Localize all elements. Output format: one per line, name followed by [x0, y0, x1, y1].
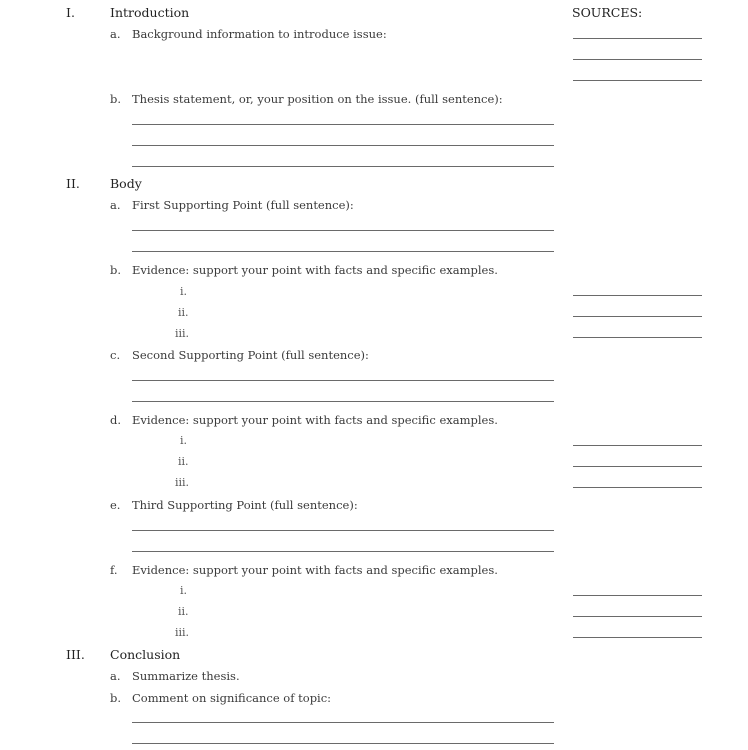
sources-header: SOURCES:	[572, 5, 643, 20]
evidence-subitem-numeral: ii.	[178, 455, 189, 468]
answer-blank-line[interactable]	[132, 530, 554, 531]
evidence-subitem-numeral: i.	[180, 285, 188, 298]
source-blank-line[interactable]	[573, 466, 702, 467]
evidence-subitem-numeral: iii.	[175, 626, 190, 639]
source-blank-line[interactable]	[573, 445, 702, 446]
item-evidence-1: Evidence: support your point with facts and specific examples.	[132, 263, 498, 277]
item-background-info: Background information to introduce issue:	[132, 27, 387, 41]
item-letter: a.	[110, 27, 121, 41]
section-numeral-body: II.	[66, 176, 80, 191]
item-second-supporting-point: Second Supporting Point (full sentence):	[132, 348, 369, 362]
item-evidence-3: Evidence: support your point with facts and specific examples.	[132, 563, 498, 577]
evidence-subitem-numeral: i.	[180, 584, 188, 597]
source-blank-line[interactable]	[573, 337, 702, 338]
source-blank-line[interactable]	[573, 38, 702, 39]
answer-blank-line[interactable]	[132, 401, 554, 402]
section-numeral-conclusion: III.	[66, 647, 85, 662]
item-evidence-2: Evidence: support your point with facts and specific examples.	[132, 413, 498, 427]
answer-blank-line[interactable]	[132, 124, 554, 125]
item-thesis-statement: Thesis statement, or, your position on the issue. (full sentence):	[132, 92, 503, 106]
source-blank-line[interactable]	[573, 295, 702, 296]
source-blank-line[interactable]	[573, 637, 702, 638]
evidence-subitem-numeral: iii.	[175, 476, 190, 489]
source-blank-line[interactable]	[573, 80, 702, 81]
answer-blank-line[interactable]	[132, 230, 554, 231]
answer-blank-line[interactable]	[132, 166, 554, 167]
answer-blank-line[interactable]	[132, 722, 554, 723]
answer-blank-line[interactable]	[132, 743, 554, 744]
answer-blank-line[interactable]	[132, 551, 554, 552]
item-letter: c.	[110, 348, 121, 362]
source-blank-line[interactable]	[573, 59, 702, 60]
source-blank-line[interactable]	[573, 316, 702, 317]
evidence-subitem-numeral: i.	[180, 434, 188, 447]
answer-blank-line[interactable]	[132, 251, 554, 252]
item-letter: f.	[110, 563, 118, 577]
item-letter: a.	[110, 669, 121, 683]
source-blank-line[interactable]	[573, 595, 702, 596]
item-letter: b.	[110, 92, 122, 106]
evidence-subitem-numeral: ii.	[178, 306, 189, 319]
source-blank-line[interactable]	[573, 616, 702, 617]
item-letter: b.	[110, 691, 122, 705]
answer-blank-line[interactable]	[132, 380, 554, 381]
section-numeral-introduction: I.	[66, 5, 75, 20]
evidence-subitem-numeral: iii.	[175, 327, 190, 340]
item-letter: d.	[110, 413, 122, 427]
item-first-supporting-point: First Supporting Point (full sentence):	[132, 198, 354, 212]
section-title-body: Body	[110, 176, 142, 191]
item-significance-of-topic: Comment on significance of topic:	[132, 691, 332, 705]
item-letter: e.	[110, 498, 121, 512]
source-blank-line[interactable]	[573, 487, 702, 488]
item-letter: a.	[110, 198, 121, 212]
answer-blank-line[interactable]	[132, 145, 554, 146]
evidence-subitem-numeral: ii.	[178, 605, 189, 618]
item-letter: b.	[110, 263, 122, 277]
item-third-supporting-point: Third Supporting Point (full sentence):	[132, 498, 358, 512]
section-title-conclusion: Conclusion	[110, 647, 181, 662]
item-summarize-thesis: Summarize thesis.	[132, 669, 240, 683]
section-title-introduction: Introduction	[110, 5, 190, 20]
